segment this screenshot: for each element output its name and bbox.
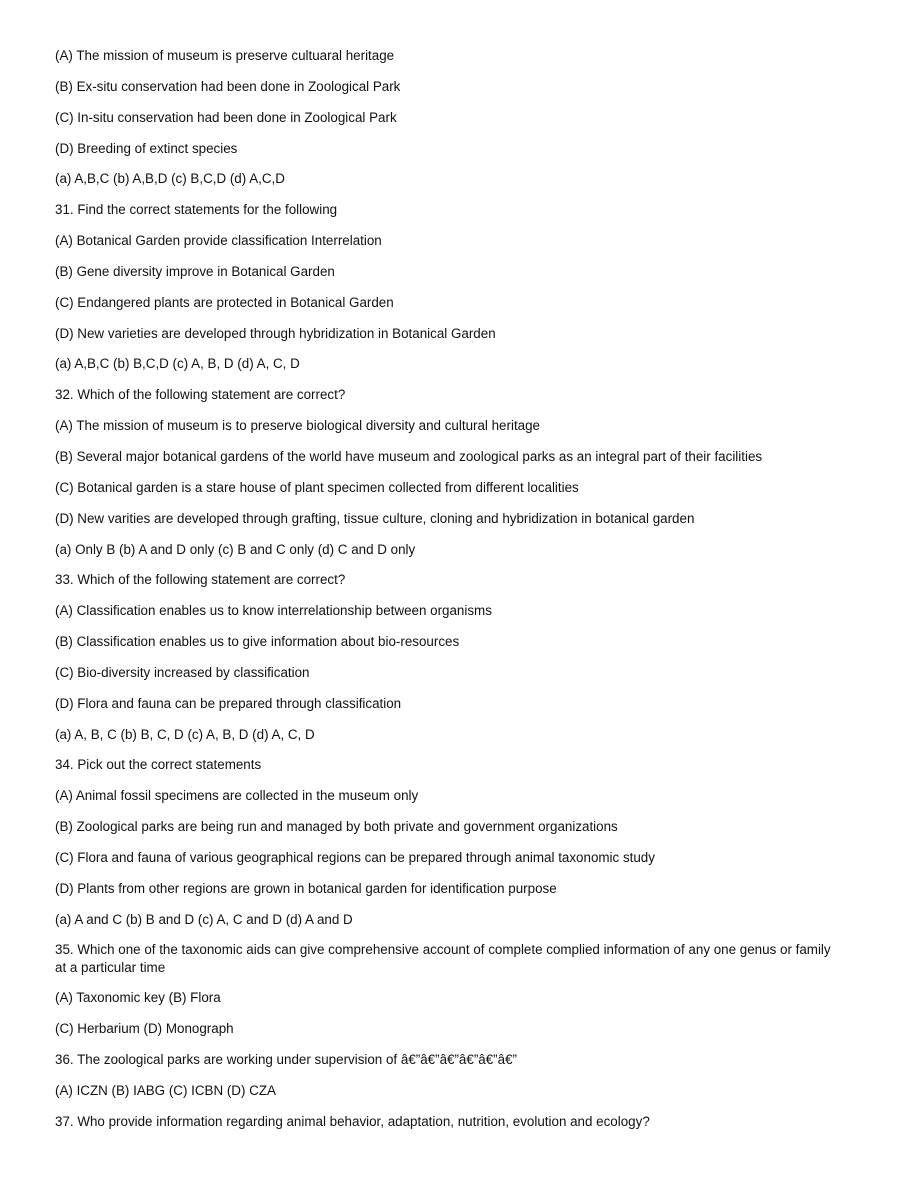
text-line: (D) Plants from other regions are grown in botanical garden for identification purpose (55, 880, 557, 896)
text-line: (B) Classification enables us to give information about bio-resources (55, 634, 460, 650)
text-line: (C) Herbarium (D) Monograph (55, 1021, 234, 1037)
text-line: (A) The mission of museum is to preserve biological diversity and cultural heritage (55, 418, 541, 434)
text-line: (D) New varities are developed through grafting, tissue culture, cloning and hybridization in botanical garden (55, 510, 695, 526)
question-33: 33. Which of the following statement are correct? (55, 572, 346, 588)
text-line: (A) Taxonomic key (B) Flora (55, 990, 221, 1006)
answer-options: (a) A,B,C (b) A,B,D (c) B,C,D (d) A,C,D (55, 171, 285, 187)
question-35: 35. Which one of the taxonomic aids can give comprehensive account of complete complied information of any one genus or family at a particular time (55, 942, 831, 976)
text-line: (C) Bio-diversity increased by classification (55, 664, 310, 680)
text-line: (A) Botanical Garden provide classification Interrelation (55, 233, 382, 249)
text-line: (C) Botanical garden is a stare house of plant specimen collected from different localities (55, 479, 579, 495)
answer-options: (a) A and C (b) B and D (c) A, C and D (d) A and D (55, 911, 353, 927)
text-line: (B) Gene diversity improve in Botanical Garden (55, 263, 335, 279)
answer-options: (a) A,B,C (b) B,C,D (c) A, B, D (d) A, C, D (55, 356, 300, 372)
text-line: (D) Flora and fauna can be prepared through classification (55, 695, 402, 711)
text-line: (A) Animal fossil specimens are collected in the museum only (55, 788, 419, 804)
question-36: 36. The zoological parks are working under supervision of â€”â€”â€”â€”â€”â€” (55, 1052, 517, 1068)
text-line: (C) In-situ conservation had been done in Zoological Park (55, 109, 397, 125)
text-line: (A) Classification enables us to know interrelationship between organisms (55, 603, 492, 619)
text-line: (B) Zoological parks are being run and managed by both private and government organizations (55, 819, 618, 835)
text-line: (D) Breeding of extinct species (55, 140, 238, 156)
question-37: 37. Who provide information regarding animal behavior, adaptation, nutrition, evolution and ecology? (55, 1113, 650, 1129)
answer-options: (a) Only B (b) A and D only (c) B and C only (d) C and D only (55, 541, 416, 557)
text-line: (D) New varieties are developed through hybridization in Botanical Garden (55, 325, 496, 341)
text-line: (C) Flora and fauna of various geographical regions can be prepared through animal taxonomic study (55, 849, 655, 865)
question-34: 34. Pick out the correct statements (55, 757, 262, 773)
text-body (55, 47, 845, 1144)
text-line: (A) ICZN (B) IABG (C) ICBN (D) CZA (55, 1083, 276, 1098)
question-31: 31. Find the correct statements for the following (55, 202, 338, 218)
question-32: 32. Which of the following statement are correct? (55, 387, 346, 403)
text-line: (B) Several major botanical gardens of the world have museum and zoological parks as an integral part of their facilities (55, 448, 763, 464)
answer-options: (a) A, B, C (b) B, C, D (c) A, B, D (d) A, C, D (55, 726, 315, 742)
text-line: (A) The mission of museum is preserve cultuaral heritage (55, 48, 395, 63)
text-line: (B) Ex-situ conservation had been done in Zoological Park (55, 78, 401, 94)
text-line: (C) Endangered plants are protected in Botanical Garden (55, 294, 394, 310)
